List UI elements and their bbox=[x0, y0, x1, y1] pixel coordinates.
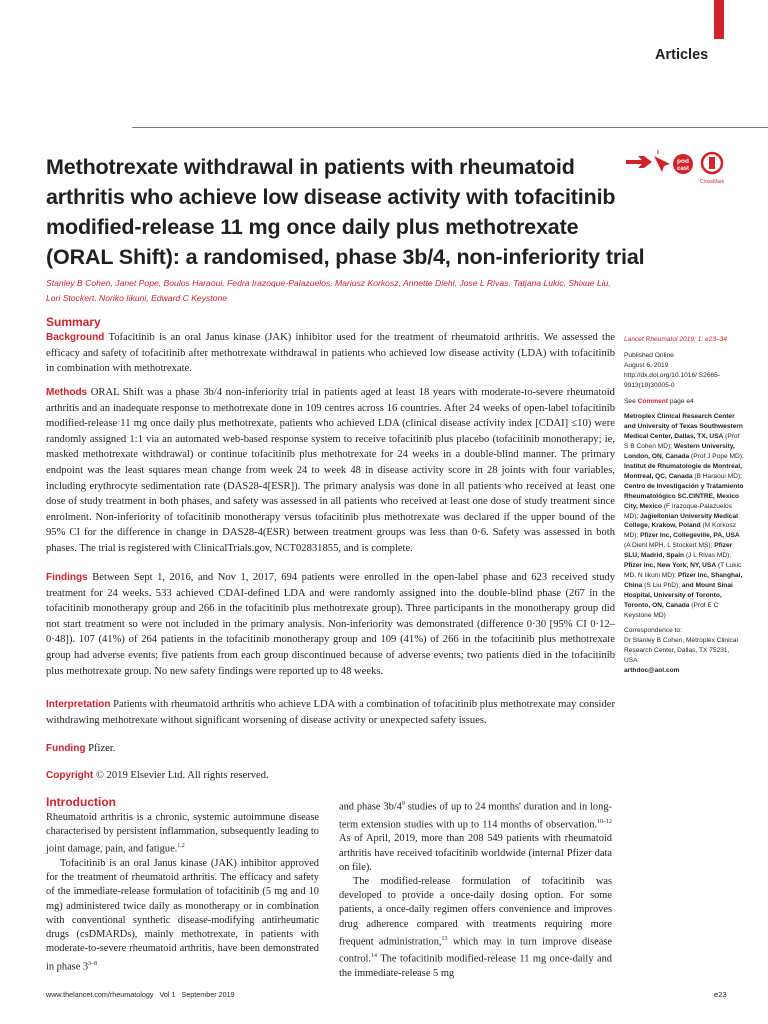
reference-mark[interactable]: 3–8 bbox=[88, 960, 98, 967]
title-line: Methotrexate withdrawal in patients with rheumatoid bbox=[46, 155, 575, 179]
abstract-label: Methods bbox=[46, 387, 88, 398]
author-line: Stanley B Cohen, Janet Pope, Boulos Haraoui, Fedra Irazoque-Palazuelos, Mariusz Korkosz, Annette Diehl, Jose L Rivas, Tatjana Lukic, Shixue Liu, bbox=[46, 278, 611, 288]
body-text: The tofacitinib modified-release 11 mg once-daily and the immediate-release 5 mg bbox=[339, 953, 612, 980]
body-paragraph bbox=[46, 857, 319, 974]
affiliation-author: (T Lukic MD, N Iikuni MD); bbox=[624, 562, 742, 579]
abstract-text: Patients with rheumatoid arthritis who achieve LDA with a combination of tofacitinib plus methotrexate may consider withdrawing methotrexate without significant worsening of disease activity or unexpected safety issues. bbox=[46, 699, 615, 726]
affiliation-institution: Centro de Investigación y Tratamiento Rheumatológico SC.CINTRE, Mexico City, Mexico bbox=[624, 482, 744, 510]
affiliation-institution: and Mount Sinai Hospital, University of Toronto, Toronto, ON, Canada bbox=[624, 581, 733, 609]
page-number: e23 bbox=[714, 990, 727, 999]
see-also: See Comment page e4 bbox=[624, 397, 694, 405]
affiliation-author: (B Haraoui MD); bbox=[692, 472, 742, 480]
citation: Lancet Rheumatol 2019; 1: e23–34 bbox=[624, 336, 728, 343]
affiliation-author: (F Irazoque-Palazuelos MD); bbox=[624, 502, 733, 520]
reference-mark[interactable]: 9 bbox=[401, 801, 405, 807]
abstract-label: Copyright bbox=[46, 770, 94, 781]
affiliation-institution: Pfizer Inc, Collegeville, PA, USA bbox=[640, 532, 740, 540]
body-text: The modified-release formulation of tofacitinib was developed to provide a once-daily dosing option. For some patients, a once-daily regimen offers convenience and improves drug adherence compared with treatments requiring more frequent administration, bbox=[339, 875, 612, 948]
header-rule bbox=[132, 127, 768, 128]
svg-text:cast: cast bbox=[676, 166, 690, 172]
abstract-text: © 2019 Elsevier Ltd. All rights reserved. bbox=[95, 770, 269, 781]
affiliation-author: (S Liu PhD); bbox=[642, 581, 682, 589]
podcast-icon[interactable] bbox=[673, 154, 693, 174]
arrow-icon[interactable] bbox=[626, 156, 652, 168]
affiliation-institution: Western University, London, ON, Canada bbox=[624, 443, 735, 461]
abstract-background bbox=[46, 330, 615, 377]
body-text: Tofacitinib is an oral Janus kinase (JAK) inhibitor approved for the treatment of rheumatoid arthritis. The efficacy and safety of the immediate-release formulation of tofacitinib (5 mg and 10 mg) administered twice daily as monotherapy or in combination with conventional synthetic disease-modifying antirheumatic drugs (csDMARDs), mainly methotrexate, in patients with moderate-to-severe rheumatoid arthritis, have been demonstrated in phase 3 bbox=[46, 858, 319, 972]
affiliation-author: (M Korkosz MD); bbox=[624, 522, 736, 540]
abstract-label: Background bbox=[46, 332, 105, 343]
affiliation-author: (Prof E C Keystone MD) bbox=[624, 601, 719, 619]
badges-graphic bbox=[622, 150, 732, 190]
affiliation-institution: Jagiellonian University Medical College, Krakow, Poland bbox=[624, 512, 738, 530]
affiliation-author: (Prof J Pope MD); bbox=[689, 453, 744, 461]
title-line: arthritis who achieve low disease activity with tofacitinib bbox=[46, 185, 616, 209]
article-sidebar bbox=[624, 335, 744, 682]
affiliation-author: (A Diehl MPH, L Stockert MS); bbox=[624, 542, 715, 550]
affiliation-author: (Prof S B Cohen MD); bbox=[624, 433, 740, 451]
affiliation-author: (J L Rivas MD); bbox=[684, 552, 732, 560]
affiliation-institution: Pfizer Inc, New York, NY, USA bbox=[624, 562, 717, 570]
abstract-text: Pfizer. bbox=[88, 743, 116, 754]
affiliation-institution: Pfizer SLU, Madrid, Spain bbox=[624, 542, 733, 560]
abstract-funding bbox=[46, 741, 615, 757]
body-paragraph bbox=[339, 797, 612, 875]
body-text: which may in turn improve disease control. bbox=[339, 936, 612, 965]
abstract-interpretation bbox=[46, 697, 615, 728]
reference-mark[interactable]: 10–12 bbox=[597, 818, 612, 825]
body-text: and phase 3b/4 bbox=[339, 801, 402, 813]
footer-left bbox=[46, 990, 235, 999]
body-column-2 bbox=[339, 797, 612, 981]
svg-text:pod: pod bbox=[677, 158, 689, 165]
affiliations bbox=[624, 412, 744, 620]
abstract-text: ORAL Shift was a phase 3b/4 non-inferiority trial in patients aged at least 18 years with moderate-to-severe rheumatoid arthritis and an inadequate response to methotrexate done in 109 centres across 16 countries. After 24 weeks of open-label tofacitinib modified-release 11 mg once daily plus methotrexate, patients who achieved LDA (clinical disease activity index [CDAI] ≤10) were randomly assigned 1:1 via an automated web-based response system to receive tofacitinib plus placebo (tofacitinib monotherapy; ie, masked methotrexate withdrawal) or continue tofacitinib plus methotrexate for 24 weeks in a double-blind manner. The primary endpoint was the least squares mean change from week 24 to week 48 in disease activity score in 28 joints with four variables, including erythrocyte sedimentation rate (DAS28-4[ESR]). The primary analysis was done in all patients who received at least one dose of study treatment in both phases, and safety was assessed in all patients who received at least one dose of study treatment since enrolment. Non-inferiority of tofacitinib monotherapy versus tofacitinib plus methotrexate was declared if the upper bound of the 95% CI for the difference in change in DAS28-4(ESR) between treatment groups was less than 0·6. Safety was assessed in both phases. The trial is registered with ClinicalTrials.gov, NCT02831855, and is complete. bbox=[46, 387, 615, 554]
abstract-label: Funding bbox=[46, 743, 86, 754]
body-text: As of April, 2019, more than 208 549 patients with rheumatoid arthritis have received tofacitinib worldwide (internal Pfizer data on file). bbox=[339, 833, 612, 873]
doi-link[interactable]: http://dx.doi.org/10.1016/ S2665-9913(19)30005-0 bbox=[624, 371, 721, 389]
section-label: Articles bbox=[655, 47, 709, 63]
author-line: Lori Stockert, Noriko Iikuni, Edward C Keystone bbox=[46, 293, 228, 303]
abstract-methods bbox=[46, 385, 615, 557]
correspondence: Correspondence to: Dr Stanley B Cohen, Metroplex Clinical Research Center, Dallas, TX 75231, USA arthdoc@aol.com bbox=[624, 627, 738, 675]
abstract-text: Tofacitinib is an oral Janus kinase (JAK) inhibitor used for the treatment of rheumatoid arthritis. We assessed the efficacy and safety of tofacitinib after methotrexate withdrawal in patients who achieved low disease activity (LDA) with tofacitinib in combination with methotrexate. bbox=[46, 332, 615, 375]
reference-mark[interactable]: 14 bbox=[371, 953, 378, 960]
journal-color-bar bbox=[714, 0, 724, 39]
footer-date: September 2019 bbox=[181, 990, 235, 999]
body-text: studies of up to 24 months' duration and in long-term extension studies with up to 114 months of observation. bbox=[339, 801, 612, 831]
abstract-findings bbox=[46, 570, 615, 679]
author-list bbox=[46, 276, 612, 306]
article-title bbox=[46, 152, 645, 272]
article-badges bbox=[622, 150, 732, 190]
introduction-heading: Introduction bbox=[46, 795, 116, 809]
title-line: (ORAL Shift): a randomised, phase 3b/4, non-inferiority trial bbox=[46, 245, 645, 269]
body-paragraph bbox=[339, 875, 612, 981]
comment-link[interactable]: Comment bbox=[637, 397, 668, 405]
body-text: Rheumatoid arthritis is a chronic, systemic autoimmune disease characterised by persistent inflammation, subsequently leading to joint damage, pain, and fatigue. bbox=[46, 812, 319, 855]
affiliation-institution: Institut de Rhumatologie de Montréal, Montreal, QC, Canada bbox=[624, 462, 742, 480]
abstract-label: Findings bbox=[46, 572, 88, 583]
reference-mark[interactable]: 1,2 bbox=[177, 843, 185, 850]
title-line: modified-release 11 mg once daily plus methotrexate bbox=[46, 215, 579, 239]
email-link[interactable]: arthdoc@aol.com bbox=[624, 667, 680, 675]
publication-info: Published Online August 6, 2019 http://dx.doi.org/10.1016/ S2665-9913(19)30005-0 bbox=[624, 351, 721, 389]
abstract-label: Interpretation bbox=[46, 699, 111, 710]
abstract-copyright bbox=[46, 768, 615, 784]
affiliation-institution: Pfizer Inc, Shanghai, China bbox=[624, 571, 743, 589]
crossmark-icon[interactable] bbox=[700, 153, 725, 185]
abstract-text: Between Sept 1, 2016, and Nov 1, 2017, 694 patients were enrolled in the open-label phase and 623 received study treatment for 24 weeks. 533 achieved CDAI-defined LDA and were randomly assigned into the double-blind phase (267 in the tofacitinib monotherapy group and 266 in the tofacitinib plus methotrexate group). Three participants in the monotherapy group did not start treatment so were not included in the primary analysis. Non-inferiority was demonstrated (difference 0·30 [95% CI 0·12–0·48]). 107 (41%) of 264 patients in the tofacitinib monotherapy group and 109 (41%) of 266 in the tofacitinib plus methotrexate group had adverse events; five patients from each group discontinued because of adverse events; two patients died in the tofacitinib plus methotrexate group. No new safety findings were reported up to 48 weeks. bbox=[46, 572, 615, 677]
footer-volume: Vol 1 bbox=[159, 990, 176, 999]
footer-url[interactable]: www.thelancet.com/rheumatology bbox=[46, 990, 154, 999]
svg-text:CrossMark: CrossMark bbox=[699, 179, 725, 185]
cursor-icon[interactable] bbox=[654, 150, 670, 172]
affiliation-institution: Metroplex Clinical Research Center and University of Texas Southwestern Medical Center, Dallas, TX, USA bbox=[624, 413, 743, 441]
body-paragraph bbox=[46, 811, 319, 857]
summary-heading: Summary bbox=[46, 315, 101, 329]
body-column-1 bbox=[46, 811, 319, 974]
reference-mark[interactable]: 13 bbox=[441, 935, 448, 942]
